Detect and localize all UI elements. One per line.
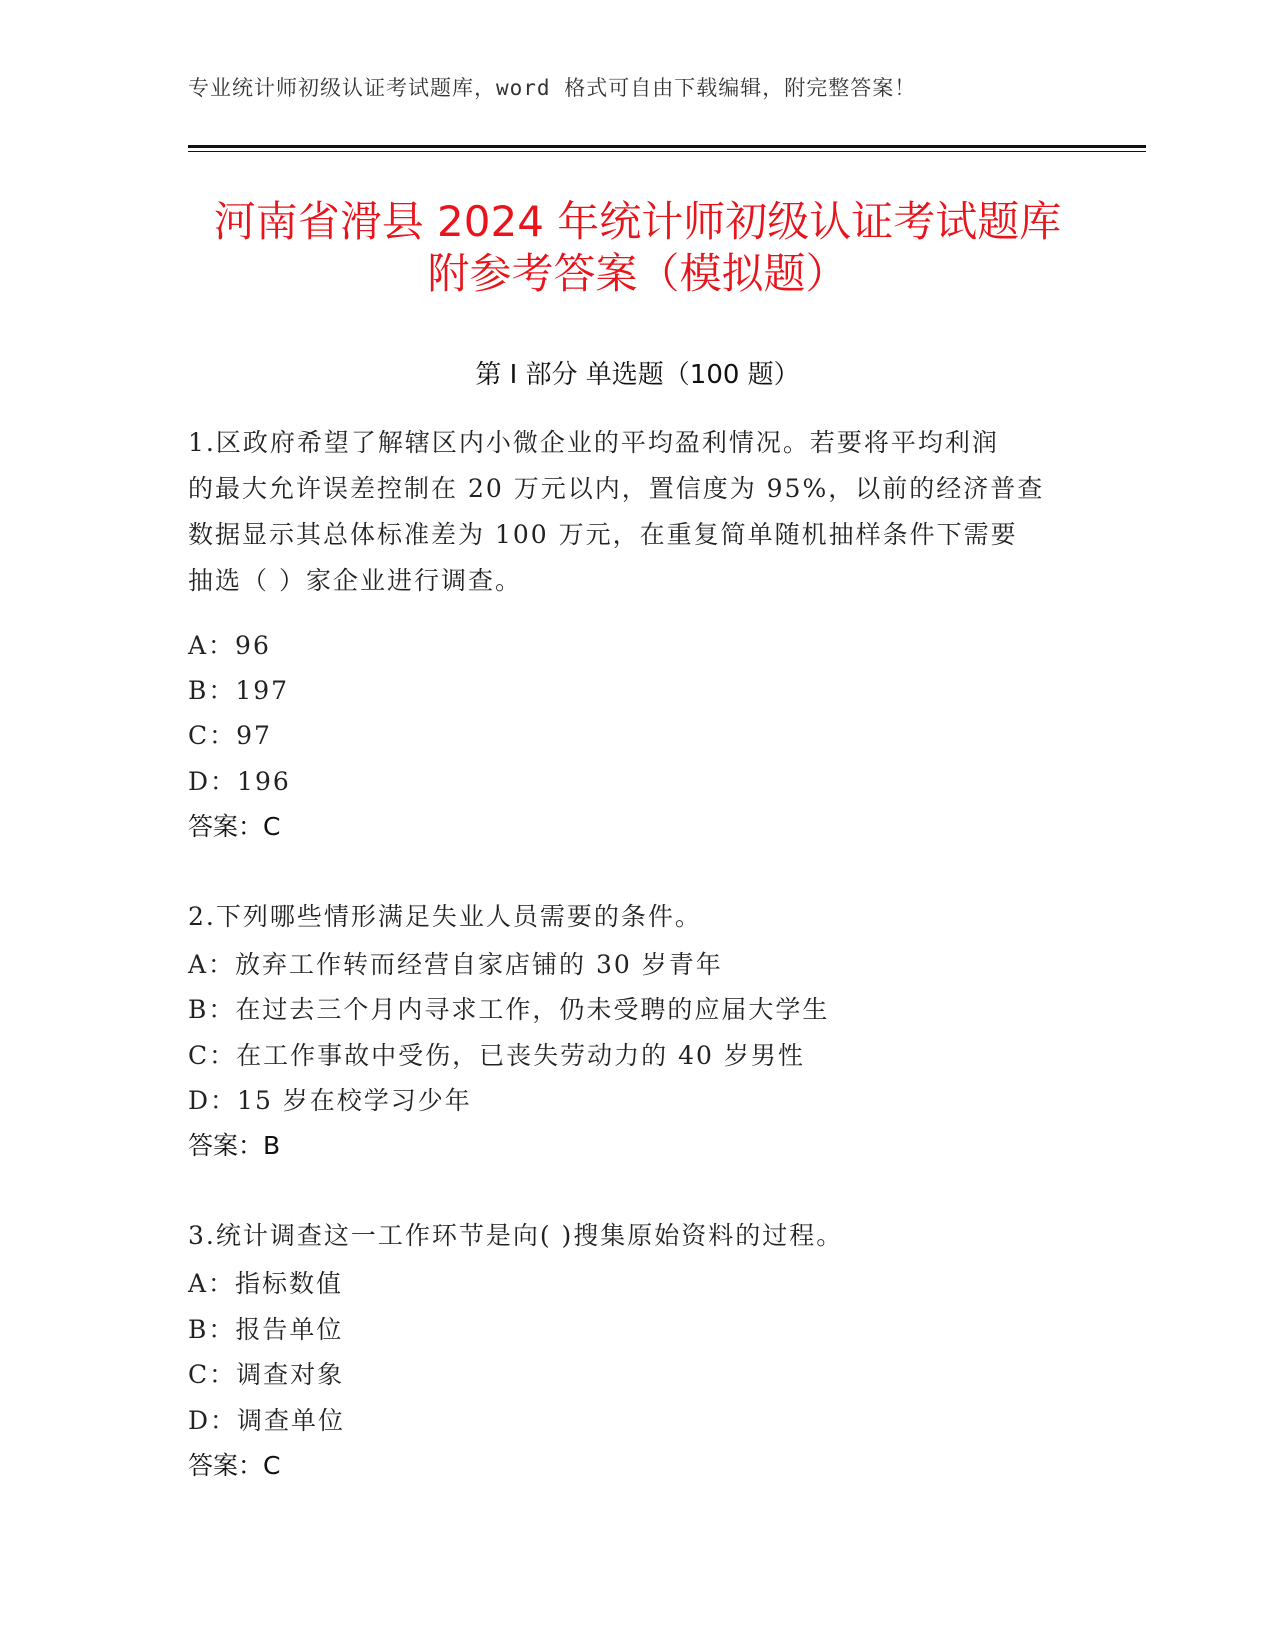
question-3-option-a: A：指标数值 [188, 1269, 344, 1298]
question-3-answer: 答案：C [188, 1451, 281, 1480]
question-1-line: 抽选（ ）家企业进行调查。 [188, 566, 522, 595]
document-title [0, 196, 1275, 300]
question-2-option-b: B：在过去三个月内寻求工作，仍未受聘的应届大学生 [188, 995, 830, 1024]
question-2-line: 2.下列哪些情形满足失业人员需要的条件。 [188, 902, 702, 931]
header-divider-thick [188, 145, 1146, 148]
question-2-option-d: D：15 岁在校学习少年 [188, 1086, 472, 1115]
question-2-option-a: A：放弃工作转而经营自家店铺的 30 岁青年 [188, 950, 723, 979]
header-divider-thin [188, 151, 1146, 152]
question-1-option-d: D：196 [188, 767, 291, 796]
question-1-line: 的最大允许误差控制在 20 万元以内，置信度为 95%，以前的经济普查 [188, 474, 1045, 503]
question-3-text [188, 1213, 1088, 1259]
question-2-text [188, 894, 1088, 940]
question-3-option-b: B：报告单位 [188, 1315, 344, 1344]
question-1-line: 1.区政府希望了解辖区内小微企业的平均盈利情况。若要将平均利润 [188, 428, 999, 457]
question-1-option-a: A：96 [188, 631, 271, 660]
question-3-line: 3.统计调查这一工作环节是向( )搜集原始资料的过程。 [188, 1221, 844, 1250]
title-line-2: 附参考答案（模拟题） [427, 249, 848, 298]
question-2-answer: 答案：B [188, 1131, 281, 1160]
question-1-answer: 答案：C [188, 812, 281, 841]
question-2-option-c: C：在工作事故中受伤，已丧失劳动力的 40 岁男性 [188, 1041, 805, 1070]
header-note: 专业统计师初级认证考试题库，word 格式可自由下载编辑，附完整答案！ [188, 76, 917, 100]
question-1-option-c: C：97 [188, 721, 272, 750]
section-heading: 第 I 部分 单选题（100 题） [475, 360, 800, 390]
question-3-option-d: D：调查单位 [188, 1406, 346, 1435]
title-line-1: 河南省滑县 2024 年统计师初级认证考试题库 [213, 197, 1062, 246]
question-1-text [188, 420, 1088, 604]
question-3-option-c: C：调查对象 [188, 1360, 345, 1389]
question-1-option-b: B：197 [188, 676, 290, 705]
question-1-line: 数据显示其总体标准差为 100 万元，在重复简单随机抽样条件下需要 [188, 520, 1018, 549]
